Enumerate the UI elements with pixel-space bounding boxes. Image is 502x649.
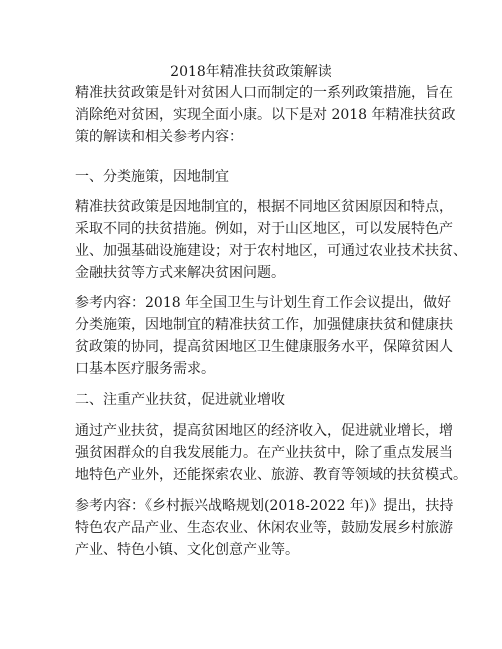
text-line: 精准扶贫政策是针对贫困人口而制定的一系列政策措施，旨在 (75, 85, 453, 101)
text-line: 贫政策的协同，提高贫困地区卫生健康服务水平，保障贫困人 (75, 339, 453, 355)
page-title: 2018年精准扶贫政策解读 (170, 64, 332, 80)
text-line: 采取不同的扶贫措施。例如，对于山区地区，可以发展特色产 (75, 221, 453, 237)
text-line: 参考内容：《乡村振兴战略规划(2018-2022 年)》提出，扶持 (75, 498, 454, 514)
text-line: 产业、特色小镇、文化创意产业等。 (75, 542, 299, 558)
section-heading-1 (75, 166, 435, 188)
text-line: 通过产业扶贫，提高贫困地区的经济收入，促进就业增长，增 (75, 423, 453, 439)
section1-reference-paragraph (75, 292, 453, 380)
intro-paragraph (75, 82, 456, 148)
text-line: 业、加强基础设施建设；对于农村地区，可通过农业技术扶贫、 (75, 243, 467, 259)
text-line: 金融扶贫等方式来解决贫困问题。 (75, 265, 285, 281)
section1-body-paragraph (75, 196, 467, 284)
section2-body-paragraph (75, 420, 467, 486)
text-line: 策的解读和相关参考内容： (75, 129, 243, 145)
text-line: 地特色产业外，还能探索农业、旅游、教育等领域的扶贫模式。 (75, 467, 467, 483)
text-line: 消除绝对贫困，实现全面小康。以下是对 2018 年精准扶贫政 (75, 107, 456, 123)
section2-reference-paragraph (75, 495, 454, 561)
text-line: 精准扶贫政策是因地制宜的，根据不同地区贫困原因和特点， (75, 199, 453, 215)
text-line: 分类施策，因地制宜的精准扶贫工作，加强健康扶贫和健康扶 (75, 317, 453, 333)
text-line: 特色农产品产业、生态农业、休闲农业等，鼓励发展乡村旅游 (75, 520, 453, 536)
text-line: 口基本医疗服务需求。 (75, 361, 215, 377)
text-line: 强贫困群众的自我发展能力。在产业扶贫中，除了重点发展当 (75, 445, 453, 461)
section-heading-text: 二、注重产业扶贫，促进就业增收 (75, 392, 285, 408)
section-heading-2 (75, 389, 435, 411)
section-heading-text: 一、分类施策，因地制宜 (75, 169, 229, 185)
text-line: 参考内容：2018 年全国卫生与计划生育工作会议提出，做好 (75, 295, 452, 311)
